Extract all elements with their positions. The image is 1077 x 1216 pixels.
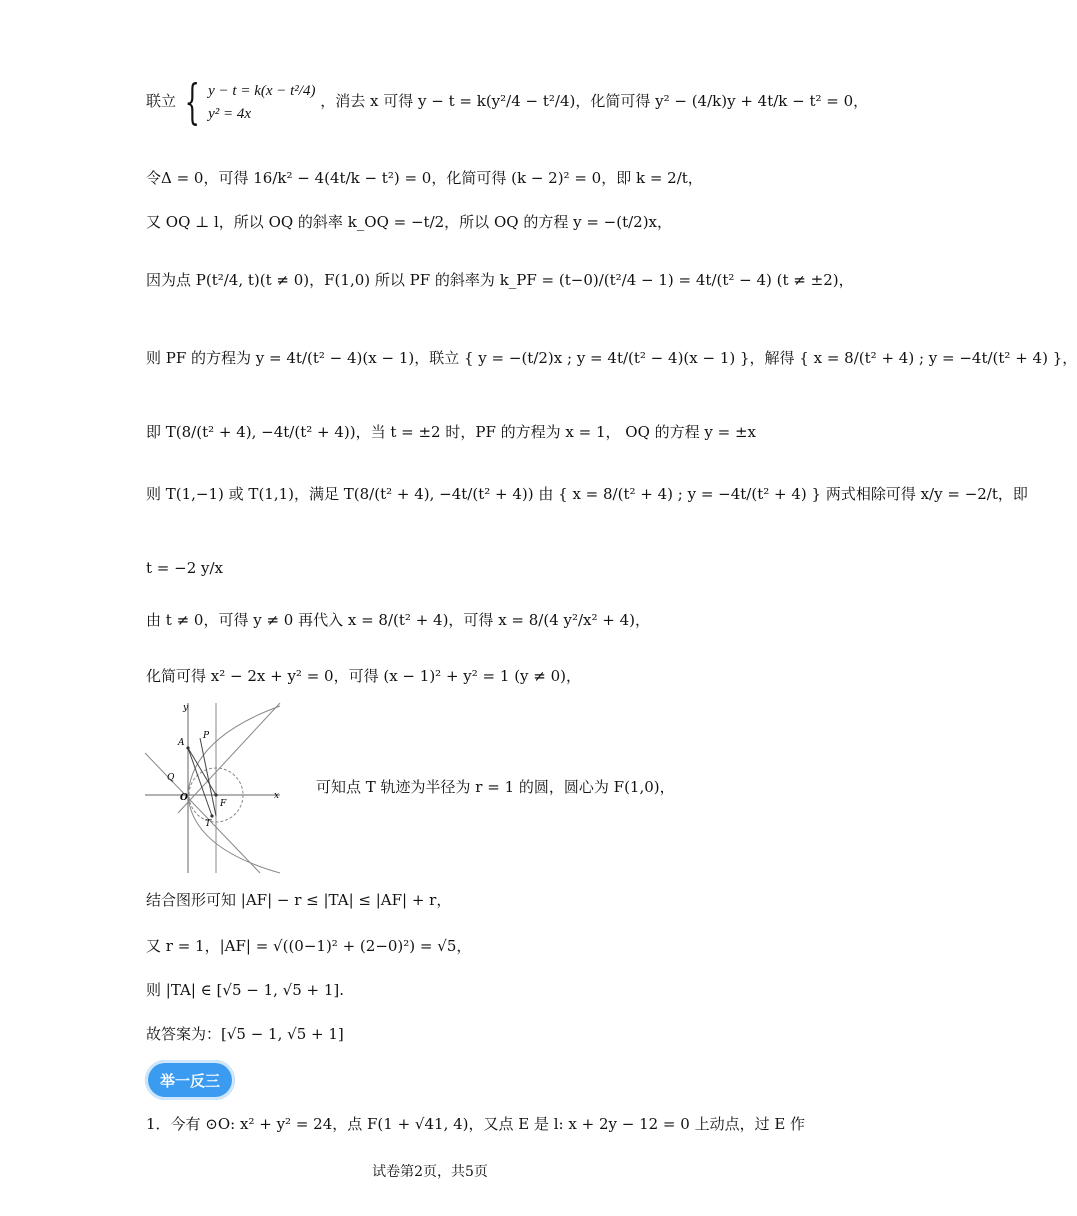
solution-line-2: 令Δ = 0，可得 16/k² − 4(4t/k − t²) = 0，化简可得 (k − 2)² = 0，即 k = 2/t， <box>146 169 703 187</box>
fig-label-F: F <box>220 799 227 809</box>
system-brace: { <box>184 74 200 130</box>
solution-line-15: 故答案为：[√5 − 1, √5 + 1] <box>146 1025 344 1043</box>
solution-line-11: 可知点 T 轨迹为半径为 r = 1 的圆，圆心为 F(1,0)， <box>316 778 675 796</box>
fig-label-Q: Q <box>167 773 175 783</box>
solution-line-10: 化简可得 x² − 2x + y² = 0，可得 (x − 1)² + y² = 1 (y ≠ 0)， <box>146 667 582 685</box>
solution-line-4: 因为点 P(t²/4, t)(t ≠ 0)，F(1,0) 所以 PF 的斜率为 k_PF = (t−0)/(t²/4 − 1) = 4t/(t² − 4) (t ≠ ±2)， <box>146 271 854 289</box>
fig-label-O: O <box>180 793 188 803</box>
section-badge: 举一反三 <box>145 1060 235 1100</box>
solution-line-1 <box>146 74 869 130</box>
page-footer: 试卷第2页，共5页 <box>372 1164 488 1180</box>
fig-label-x: x <box>274 791 280 801</box>
text-lianli: 联立 <box>146 92 177 110</box>
problem-1-line: 1．今有 ⊙O: x² + y² = 24，点 F(1 + √41, 4)，又点 E 是 l: x + 2y − 12 = 0 上动点，过 E 作 <box>146 1115 806 1133</box>
solution-line-7: 则 T(1,−1) 或 T(1,1)，满足 T(8/(t² + 4), −4t/(t² + 4)) 由 { x = 8/(t² + 4) ; y = −4t/(t² + 4) } 两式相除可得 x/y = −2/t，即 <box>146 485 1028 503</box>
fig-label-y: y <box>183 703 189 713</box>
solution-line-5: 则 PF 的方程为 y = 4t/(t² − 4)(x − 1)，联立 { y = −(t/2)x ; y = 4t/(t² − 4)(x − 1) }，解得 { x = 8/(t² + 4) ; y = −4t/(t² + 4) }， <box>146 349 1077 367</box>
fig-label-A: A <box>178 738 185 748</box>
solution-line-14: 则 |TA| ∈ [√5 − 1, √5 + 1]. <box>146 981 345 999</box>
solution-line-6: 即 T(8/(t² + 4), −4t/(t² + 4))，当 t = ±2 时，PF 的方程为 x = 1， OQ 的方程 y = ±x <box>146 423 757 441</box>
solution-line-9: 由 t ≠ 0，可得 y ≠ 0 再代入 x = 8/(t² + 4)，可得 x = 8/(4 y²/x² + 4)， <box>146 611 651 629</box>
solution-line-3: 又 OQ ⊥ l，所以 OQ 的斜率 k_OQ = −t/2，所以 OQ 的方程 y = −(t/2)x， <box>146 213 673 231</box>
system-1: y − t = k(x − t²/4) y² = 4x <box>208 83 316 122</box>
text-line1-rest: ，消去 x 可得 y − t = k(y²/4 − t²/4)，化简可得 y² − (4/k)y + 4t/k − t² = 0， <box>320 92 869 110</box>
locus-figure <box>140 698 290 878</box>
solution-line-8: t = −2 y/x <box>146 559 223 577</box>
solution-line-13: 又 r = 1，|AF| = √((0−1)² + (2−0)²) = √5， <box>146 937 472 955</box>
fig-label-P: P <box>203 731 210 741</box>
solution-line-12: 结合图形可知 |AF| − r ≤ |TA| ≤ |AF| + r， <box>146 891 452 909</box>
fig-label-T: T <box>205 819 212 829</box>
